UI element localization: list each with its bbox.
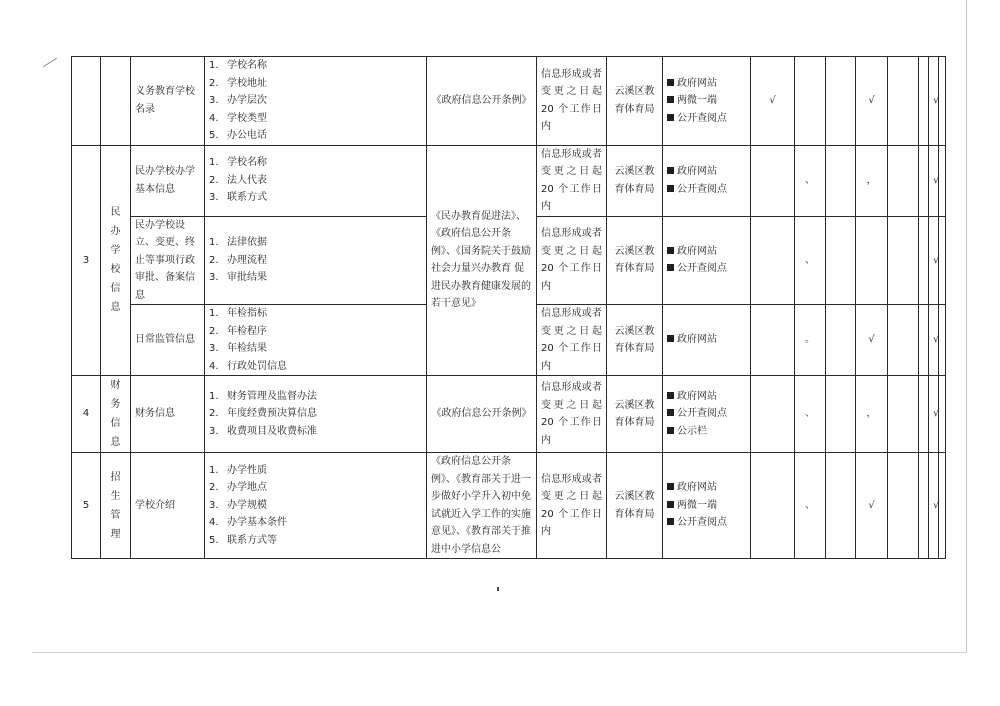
item-index: 2. [209,254,219,266]
channel-item [667,260,746,278]
category-cell [101,57,131,146]
item-index: 2. [209,408,219,420]
mark-cell: 、 [795,376,826,453]
channel-item [667,423,746,441]
filled-square-icon [667,247,674,254]
page-edge-bottom [32,652,967,653]
category-char: 息 [110,302,121,314]
category-char: 民 [110,207,121,219]
channel-label: 政府网站 [677,166,717,177]
item-index: 2. [209,325,219,337]
mark-cell [826,305,856,376]
mark-cell [939,216,946,305]
item-name: 民办学校办学基本信息 [131,145,205,216]
item-text: 法人代表 [227,174,267,186]
page-edge-right [966,0,967,652]
channel-label: 公开查阅点 [677,112,727,124]
mark-cell [939,376,946,453]
item-text: 办学规模 [227,499,267,511]
item-text: 办学基本条件 [227,517,287,529]
filled-square-icon [667,185,674,192]
channel-label: 公开查阅点 [677,408,727,420]
item-name: 学校介绍 [131,453,205,559]
mark-cell [751,305,795,376]
content-item [209,92,422,110]
subject-cell: 云溪区教育体育局 [607,145,663,216]
item-text: 学校名称 [227,157,267,169]
mark-cell [919,305,929,376]
subject-cell: 云溪区教育体育局 [607,57,663,146]
mark-cell [939,305,946,376]
mark-cell [919,453,929,559]
filled-square-icon [667,483,674,490]
channel-list [667,163,746,198]
item-index: 3. [209,425,219,437]
content-list [205,376,427,453]
channel-item [667,497,746,515]
content-item [209,479,422,497]
row-number-cell [72,57,101,146]
mark-cell: 。 [795,305,826,376]
item-index: 1. [209,237,219,248]
mark-cell [919,216,929,305]
item-index: 2. [209,77,219,89]
item-index: 4. [209,517,219,529]
mark-cell [795,57,826,146]
mark-cell [751,376,795,453]
filled-square-icon [667,79,674,86]
content-items [209,305,422,375]
category-text [110,203,122,317]
subject-cell: 云溪区教育体育局 [607,216,663,305]
item-name: 日常监管信息 [131,305,205,376]
row-number: 4 [72,376,101,453]
content-item [209,57,422,75]
channel-label: 公开查阅点 [677,183,727,195]
content-item [209,269,422,287]
mark-cell [856,216,888,305]
content-item [209,252,422,270]
filled-square-icon [667,264,674,271]
item-index: 3. [209,343,219,354]
subject-cell: 云溪区教育体育局 [607,453,663,559]
content-item [209,110,422,128]
channel-item [667,110,746,128]
content-item [209,154,422,172]
mark-cell [826,453,856,559]
mark-cell [826,57,856,146]
row-number: 5 [72,453,101,559]
item-text: 办公电话 [227,130,267,141]
mark-cell: √ [929,376,939,453]
category-char: 务 [110,399,121,410]
channel-list [667,388,746,441]
content-item [209,340,422,358]
mark-cell [919,57,929,146]
item-index: 1. [209,60,219,71]
item-text: 审批结果 [227,272,267,283]
mark-cell: √ [856,305,888,376]
item-text: 年检结果 [227,343,267,354]
filled-square-icon [667,114,674,121]
channels-cell [663,145,751,216]
item-text: 财务管理及监督办法 [227,390,317,402]
mark-cell [939,145,946,216]
channel-list [667,331,746,349]
item-text: 行政处罚信息 [227,360,287,372]
filled-square-icon [667,96,674,103]
channel-label: 政府网站 [677,77,717,89]
time-limit: 信息形成或者变更之日起 20 个工作日内 [537,57,607,146]
category-label [101,145,131,376]
mark-cell [888,453,919,559]
item-index: 2. [209,482,219,494]
mark-cell [888,145,919,216]
content-item [209,423,422,441]
subject-cell: 云溪区教育体育局 [607,305,663,376]
item-name: 义务教育学校名录 [131,57,205,146]
content-items [209,462,422,550]
scan-dot [497,587,499,591]
channel-label: 两微一端 [677,95,717,106]
item-text: 办理流程 [227,254,267,266]
mark-cell [751,145,795,216]
category-char: 校 [110,264,121,276]
mark-cell [826,145,856,216]
mark-cell: √ [856,453,888,559]
channel-label: 政府网站 [677,245,717,257]
category-char: 管 [110,509,121,521]
content-list [205,216,427,305]
category-char: 办 [110,226,121,238]
channel-item [667,514,746,532]
mark-cell [939,57,946,146]
content-item [209,405,422,423]
category-char: 招 [110,471,121,483]
content-item [209,497,422,515]
channels-cell [663,453,751,559]
channels-cell [663,216,751,305]
mark-cell [888,57,919,146]
subject-cell: 云溪区教育体育局 [607,376,663,453]
content-item [209,388,422,406]
content-items [209,234,422,287]
channel-label: 政府网站 [677,334,717,346]
item-index: 1. [209,157,219,169]
channels-cell [663,305,751,376]
filled-square-icon [667,335,674,342]
item-index: 3. [209,499,219,511]
content-item [209,234,422,252]
item-index: 3. [209,95,219,106]
category-char: 财 [110,380,121,391]
scan-mark [43,58,57,67]
channel-item [667,243,746,261]
content-items [209,388,422,441]
item-index: 2. [209,174,219,186]
category-char: 信 [110,283,121,295]
category-char: 生 [110,490,121,502]
row-number: 3 [72,145,101,376]
channel-list [667,243,746,278]
channel-label: 公开查阅点 [677,263,727,275]
content-item [209,358,422,376]
channel-item [667,331,746,349]
filled-square-icon [667,167,674,174]
basis-cell: 《政府信息公开条例》 [427,57,537,146]
item-index: 3. [209,272,219,283]
time-limit: 信息形成或者变更之日起 20 个工作日内 [537,305,607,376]
content-item [209,462,422,480]
item-index: 1. [209,464,219,476]
item-index: 5. [209,534,219,546]
category-label [101,453,131,559]
category-char: 息 [110,437,121,448]
content-items [209,57,422,145]
item-text: 年度经费预决算信息 [227,408,317,420]
filled-square-icon [667,392,674,399]
mark-cell: √ [929,216,939,305]
channel-item [667,405,746,423]
item-text: 办学地点 [227,482,267,494]
mark-cell [826,216,856,305]
item-text: 学校地址 [227,77,267,89]
content-item [209,75,422,93]
mark-cell: √ [856,57,888,146]
content-item [209,189,422,207]
mark-cell: 、 [795,216,826,305]
content-list [205,57,427,146]
channel-list [667,479,746,532]
channel-item [667,163,746,181]
category-char: 信 [110,418,121,429]
item-name: 民办学校设立、变更、终止等事项行政审批、备案信息 [131,216,205,305]
mark-cell: ， [856,145,888,216]
category-label [101,376,131,453]
mark-cell [888,216,919,305]
channel-label: 政府网站 [677,482,717,494]
item-text: 办学层次 [227,95,267,106]
item-index: 4. [209,360,219,372]
category-char: 理 [110,528,121,540]
content-list [205,145,427,216]
channel-label: 两微一端 [677,499,717,511]
content-item [209,127,422,145]
filled-square-icon [667,518,674,525]
item-text: 联系方式 [227,192,267,204]
table-row [72,145,946,216]
content-item [209,305,422,323]
item-text: 法律依据 [227,237,267,248]
item-name: 财务信息 [131,376,205,453]
channel-item [667,479,746,497]
channels-cell [663,376,751,453]
item-text: 联系方式等 [227,534,277,546]
table-row [72,57,946,146]
mark-cell [751,216,795,305]
content-list [205,305,427,376]
mark-cell [939,453,946,559]
channels-cell [663,57,751,146]
mark-cell: √ [929,57,939,146]
mark-cell: 、 [795,453,826,559]
mark-cell: √ [929,453,939,559]
mark-cell [826,376,856,453]
item-text: 年检程序 [227,325,267,337]
mark-cell: √ [929,145,939,216]
time-limit: 信息形成或者变更之日起 20 个工作日内 [537,145,607,216]
content-list [205,453,427,559]
item-text: 年检指标 [227,308,267,319]
mark-cell: 、 [795,145,826,216]
category-text [110,376,122,452]
content-item [209,532,422,550]
channel-item [667,388,746,406]
mark-cell [919,145,929,216]
channel-label: 公示栏 [677,425,707,437]
category-char: 学 [110,245,121,257]
item-text: 学校类型 [227,112,267,124]
filled-square-icon [667,409,674,416]
category-text [110,468,122,544]
time-limit: 信息形成或者变更之日起 20 个工作日内 [537,376,607,453]
mark-cell [751,453,795,559]
content-item [209,323,422,341]
item-text: 学校名称 [227,60,267,71]
time-limit: 信息形成或者变更之日起 20 个工作日内 [537,453,607,559]
table-row [72,376,946,453]
content-item [209,172,422,190]
mark-cell [888,305,919,376]
channel-label: 政府网站 [677,390,717,402]
basis-cell: 《政府信息公开条例》、《教育部关于进一步做好小学升入初中免试就近入学工作的实施意见》、《教育部关于推进中小学信息公 [427,453,537,559]
item-index: 4. [209,112,219,124]
basis-cell: 《民办教育促进法》、《政府信息公开条例》、《国务院关于鼓励社会力量兴办教育 促进民办教育健康发展的若干意见》 [427,145,537,376]
item-index: 1. [209,390,219,402]
basis-cell: 《政府信息公开条例》 [427,376,537,453]
item-index: 1. [209,308,219,319]
mark-cell: √ [929,305,939,376]
item-index: 5. [209,130,219,141]
filled-square-icon [667,501,674,508]
mark-cell [888,376,919,453]
channel-item [667,181,746,199]
mark-cell: √ [751,57,795,146]
content-items [209,154,422,207]
filled-square-icon [667,427,674,434]
item-index: 3. [209,192,219,204]
table-row [72,453,946,559]
disclosure-table [71,56,946,559]
mark-cell [919,376,929,453]
channel-label: 公开查阅点 [677,517,727,529]
channel-item [667,75,746,93]
channel-item [667,92,746,110]
mark-cell: ， [856,376,888,453]
content-item [209,514,422,532]
item-text: 办学性质 [227,464,267,476]
time-limit: 信息形成或者变更之日起 20 个工作日内 [537,216,607,305]
channel-list [667,75,746,128]
item-text: 收费项目及收费标准 [227,425,317,437]
